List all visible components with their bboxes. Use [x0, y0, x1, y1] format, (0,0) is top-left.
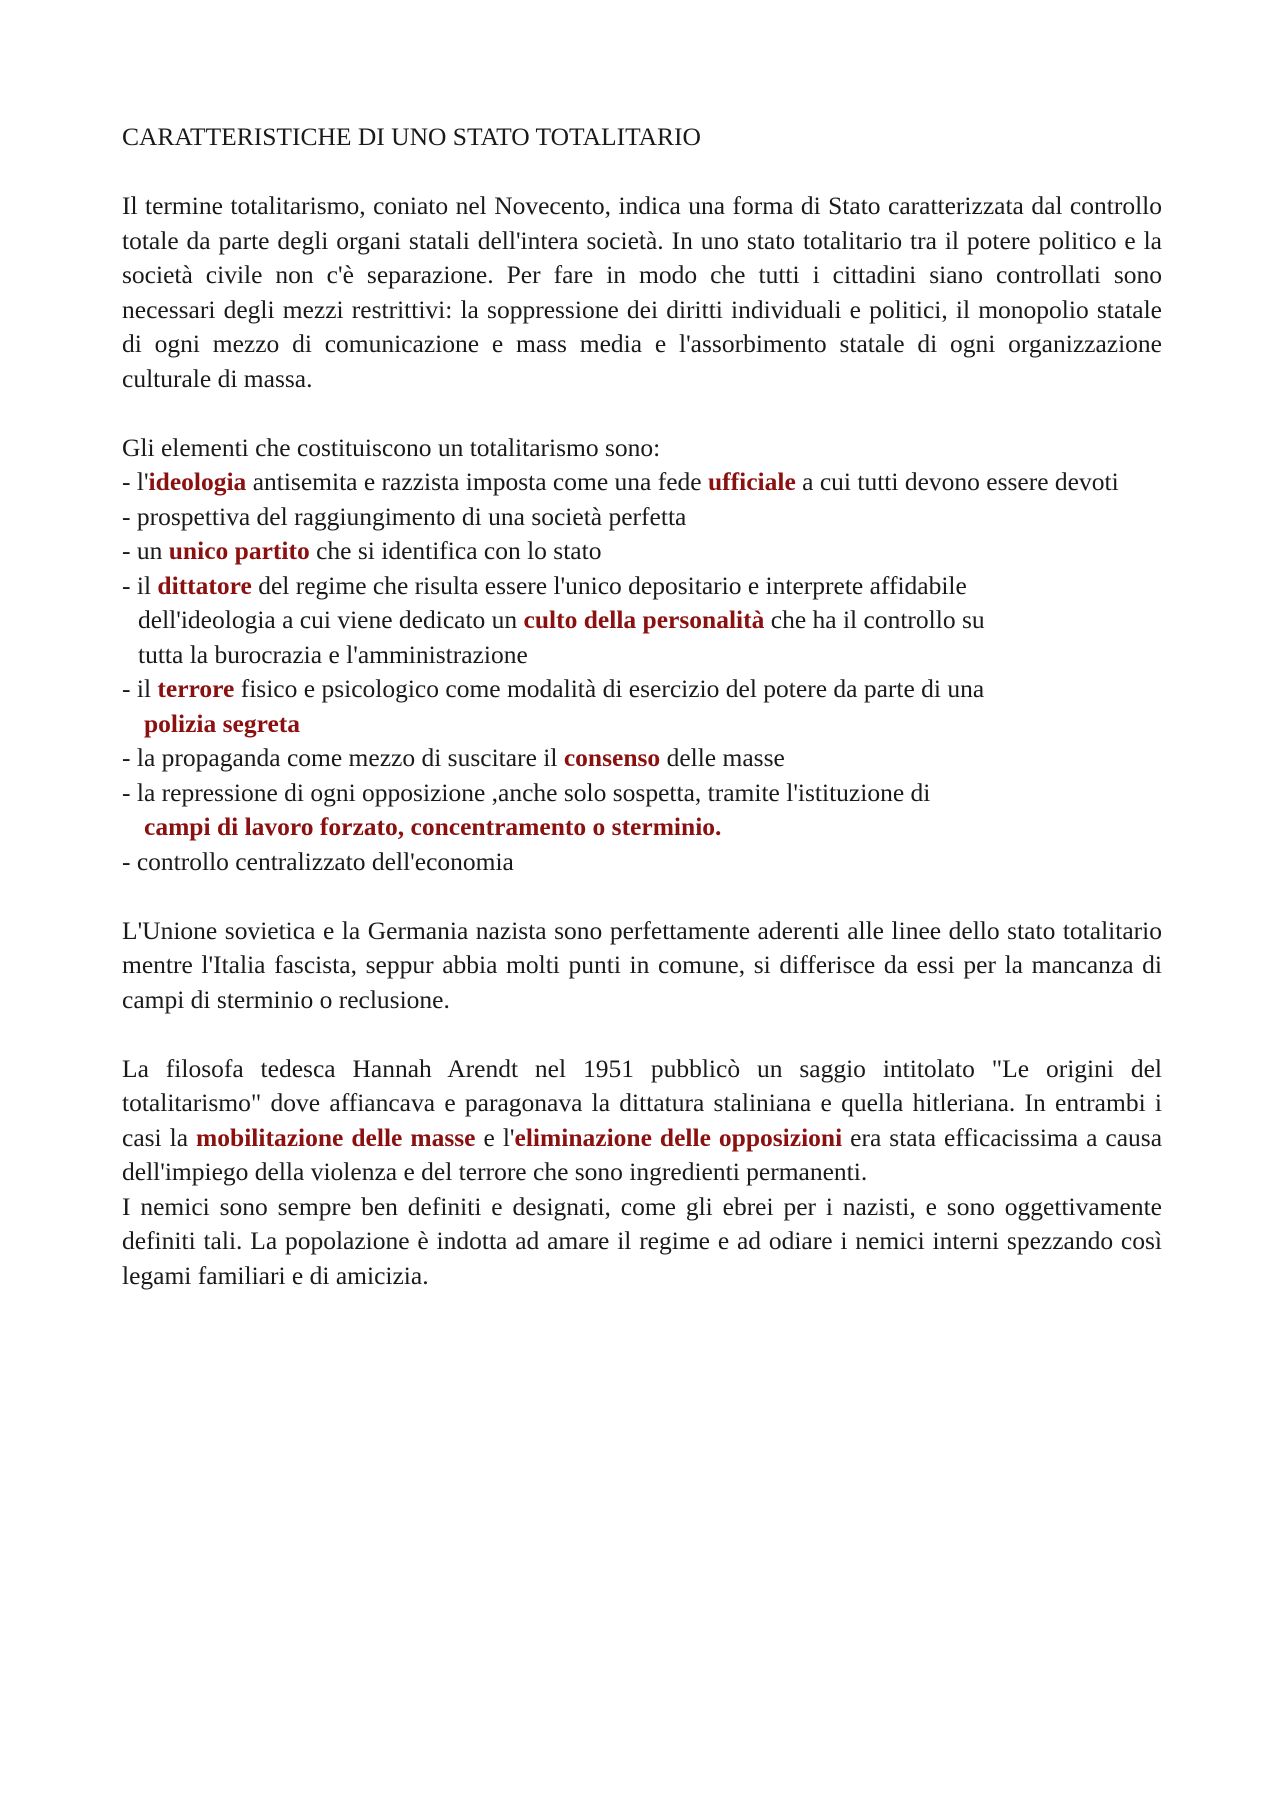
list-item: [122, 845, 1162, 880]
item-text: antisemita e razzista imposta come una fede: [246, 467, 708, 496]
list-intro: Gli elementi che costituiscono un totalitarismo sono:: [122, 432, 661, 462]
list-item-continuation: [122, 810, 1162, 845]
highlight-term: ufficiale: [707, 467, 796, 496]
list-item: [122, 672, 1162, 707]
list-item-continuation: [122, 707, 1162, 742]
item-text: dell'ideologia a cui viene dedicato un: [138, 605, 524, 634]
item-text: - il: [122, 674, 158, 703]
highlight-term: mobilitazione delle masse: [196, 1122, 476, 1152]
spacer: [122, 1017, 1162, 1052]
spacer: [122, 155, 1162, 190]
highlight-term: culto della personalità: [523, 605, 765, 634]
list-item: [122, 776, 1162, 811]
paragraph-text: e l': [475, 1122, 515, 1152]
paragraph-text: La filosofa tedesca Hannah Arendt nel 1951 pubblicò un saggio intitolato "Le origini del totalitarismo" dove affiancava e paragonava la dittatura staliniana e quella hitleriana. In entrambi i casi la: [122, 1053, 1162, 1152]
list-item: [122, 465, 1162, 500]
list-item: [122, 500, 1162, 535]
item-text: - l': [122, 467, 149, 496]
highlight-term: ideologia: [148, 467, 247, 496]
item-text: - prospettiva del raggiungimento di una società perfetta: [122, 501, 687, 531]
highlight-term: dittatore: [157, 570, 252, 600]
item-text: delle masse: [660, 743, 785, 772]
highlight-term: terrore: [157, 674, 235, 703]
item-text: che si identifica con lo stato: [309, 536, 602, 565]
spacer: [122, 879, 1162, 914]
list-item: [122, 569, 1162, 604]
highlight-term: campi di lavoro forzato, concentramento o sterminio.: [144, 812, 722, 841]
item-text: - la propaganda come mezzo di suscitare il: [122, 743, 564, 772]
intro-paragraph: Il termine totalitarismo, coniato nel Novecento, indica una forma di Stato caratterizzata dal controllo totale da parte degli organi statali dell'intera società. In uno stato totalitario tra il potere politico e la società civile non c'è separazione. Per fare in modo che tutti i cittadini siano controllati sono necessari degli mezzi restrittivi: la soppressione dei diritti individuali e politici, il monopolio statale di ogni mezzo di comunicazione e mass media e l'assorbimento statale di ogni organizzazione culturale di massa.: [122, 191, 1162, 393]
document-title: CARATTERISTICHE DI UNO STATO TOTALITARIO: [122, 122, 701, 151]
highlight-term: eliminazione delle opposizioni: [514, 1122, 843, 1152]
item-text: - controllo centralizzato dell'economia: [122, 846, 514, 876]
comparison-paragraph: L'Unione sovietica e la Germania nazista sono perfettamente aderenti alle linee dello stato totalitario mentre l'Italia fascista, seppur abbia molti punti in comune, si differisce da essi per la mancanza di campi di sterminio o reclusione.: [122, 915, 1162, 1014]
item-text: - il: [122, 570, 158, 600]
item-text: - la repressione di ogni opposizione ,anche solo sospetta, tramite l'istituzione di: [122, 777, 931, 807]
enemies-paragraph: I nemici sono sempre ben definiti e designati, come gli ebrei per i nazisti, e sono oggettivamente definiti tali. La popolazione è indotta ad amare il regime e ad odiare i nemici interni spezzando così legami familiari e di amicizia.: [122, 1191, 1162, 1290]
item-text: - un: [122, 536, 169, 565]
elements-list: [122, 465, 1162, 879]
highlight-term: unico partito: [168, 536, 310, 565]
item-text: che ha il controllo su: [764, 605, 985, 634]
list-item: [122, 534, 1162, 569]
list-item-continuation: [122, 603, 1162, 638]
item-text: fisico e psicologico come modalità di esercizio del potere da parte di una: [234, 674, 985, 703]
item-text: tutta la burocrazia e l'amministrazione: [138, 639, 528, 669]
item-text: a cui tutti devono essere devoti: [795, 467, 1119, 496]
document-page: [122, 120, 1162, 1293]
list-item-continuation: [122, 638, 1162, 673]
arendt-paragraph: [122, 1052, 1162, 1190]
item-text: del regime che risulta essere l'unico depositario e interprete affidabile: [251, 570, 967, 600]
highlight-term: consenso: [563, 743, 661, 772]
paragraph-text: era stata efficacissima a causa dell'impiego della violenza e del terrore che sono ingredienti permanenti.: [122, 1122, 1163, 1186]
list-item: [122, 741, 1162, 776]
highlight-term: polizia segreta: [144, 708, 301, 738]
spacer: [122, 396, 1162, 431]
